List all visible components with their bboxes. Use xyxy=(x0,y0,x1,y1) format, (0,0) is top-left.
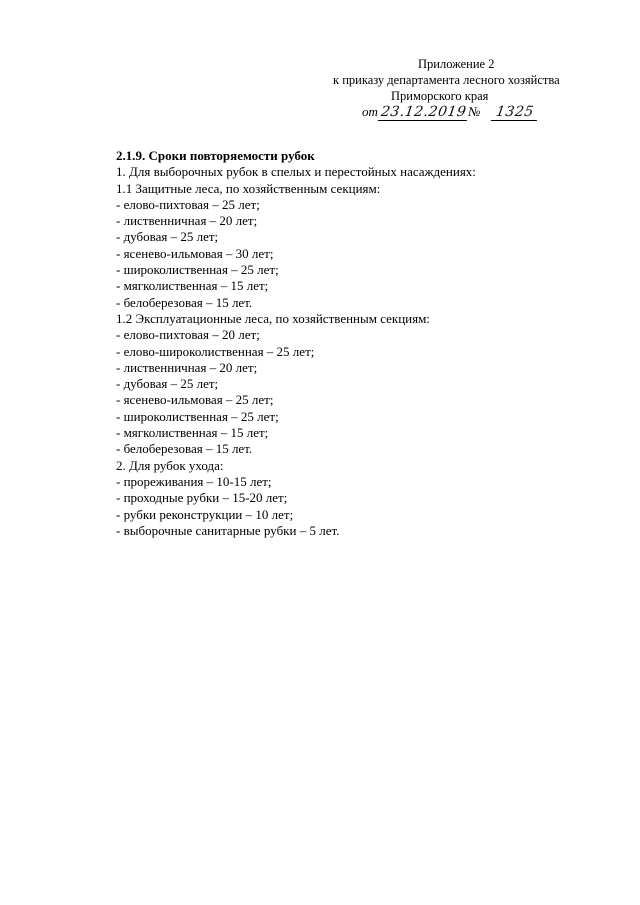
order-reference: к приказу департамента лесного хозяйства xyxy=(333,73,560,87)
body-line: - мягколиственная – 15 лет; xyxy=(116,278,269,294)
document-header xyxy=(300,56,600,121)
body-line: - елово-широколиственная – 25 лет; xyxy=(116,343,315,359)
body-line: - рубки реконструкции – 10 лет; xyxy=(116,506,294,522)
body-line: - мягколиственная – 15 лет; xyxy=(116,425,269,441)
body-line: 2. Для рубок ухода: xyxy=(116,457,224,473)
handwritten-date: 23.12.2019 xyxy=(378,104,470,121)
document-body xyxy=(116,148,596,539)
body-line: 1.2 Эксплуатационные леса, по хозяйственным секциям: xyxy=(116,310,430,326)
body-line: - ясенево-ильмовая – 30 лет; xyxy=(116,245,274,261)
handwritten-number: 1325 xyxy=(491,104,539,121)
section-title: 2.1.9. Сроки повторяемости рубок xyxy=(116,148,315,163)
body-line: - широколиственная – 25 лет; xyxy=(116,408,279,424)
body-line: - дубовая – 25 лет; xyxy=(116,229,219,245)
body-line: - проходные рубки – 15-20 лет; xyxy=(116,490,288,506)
body-line: - выборочные санитарные рубки – 5 лет. xyxy=(116,522,340,538)
body-line: - ясенево-ильмовая – 25 лет; xyxy=(116,392,274,408)
body-line: - прореживания – 10-15 лет; xyxy=(116,473,272,489)
body-line: - елово-пихтовая – 25 лет; xyxy=(116,196,260,212)
region-name: Приморского края xyxy=(391,89,489,103)
order-date-number xyxy=(300,104,600,121)
body-line: - лиственничная – 20 лет; xyxy=(116,213,258,229)
body-line: - лиственничная – 20 лет; xyxy=(116,359,258,375)
body-line: - белоберезовая – 15 лет. xyxy=(116,441,253,457)
body-line: - дубовая – 25 лет; xyxy=(116,376,219,392)
appendix-label: Приложение 2 xyxy=(418,57,495,71)
body-line: - елово-пихтовая – 20 лет; xyxy=(116,327,260,343)
body-line: 1. Для выборочных рубок в спелых и перестойных насаждениях: xyxy=(116,164,476,180)
body-line: - белоберезовая – 15 лет. xyxy=(116,294,253,310)
body-line: - широколиственная – 25 лет; xyxy=(116,262,279,278)
number-prefix: № xyxy=(468,104,481,119)
body-line: 1.1 Защитные леса, по хозяйственным секциям: xyxy=(116,180,381,196)
date-prefix: от xyxy=(362,104,378,119)
